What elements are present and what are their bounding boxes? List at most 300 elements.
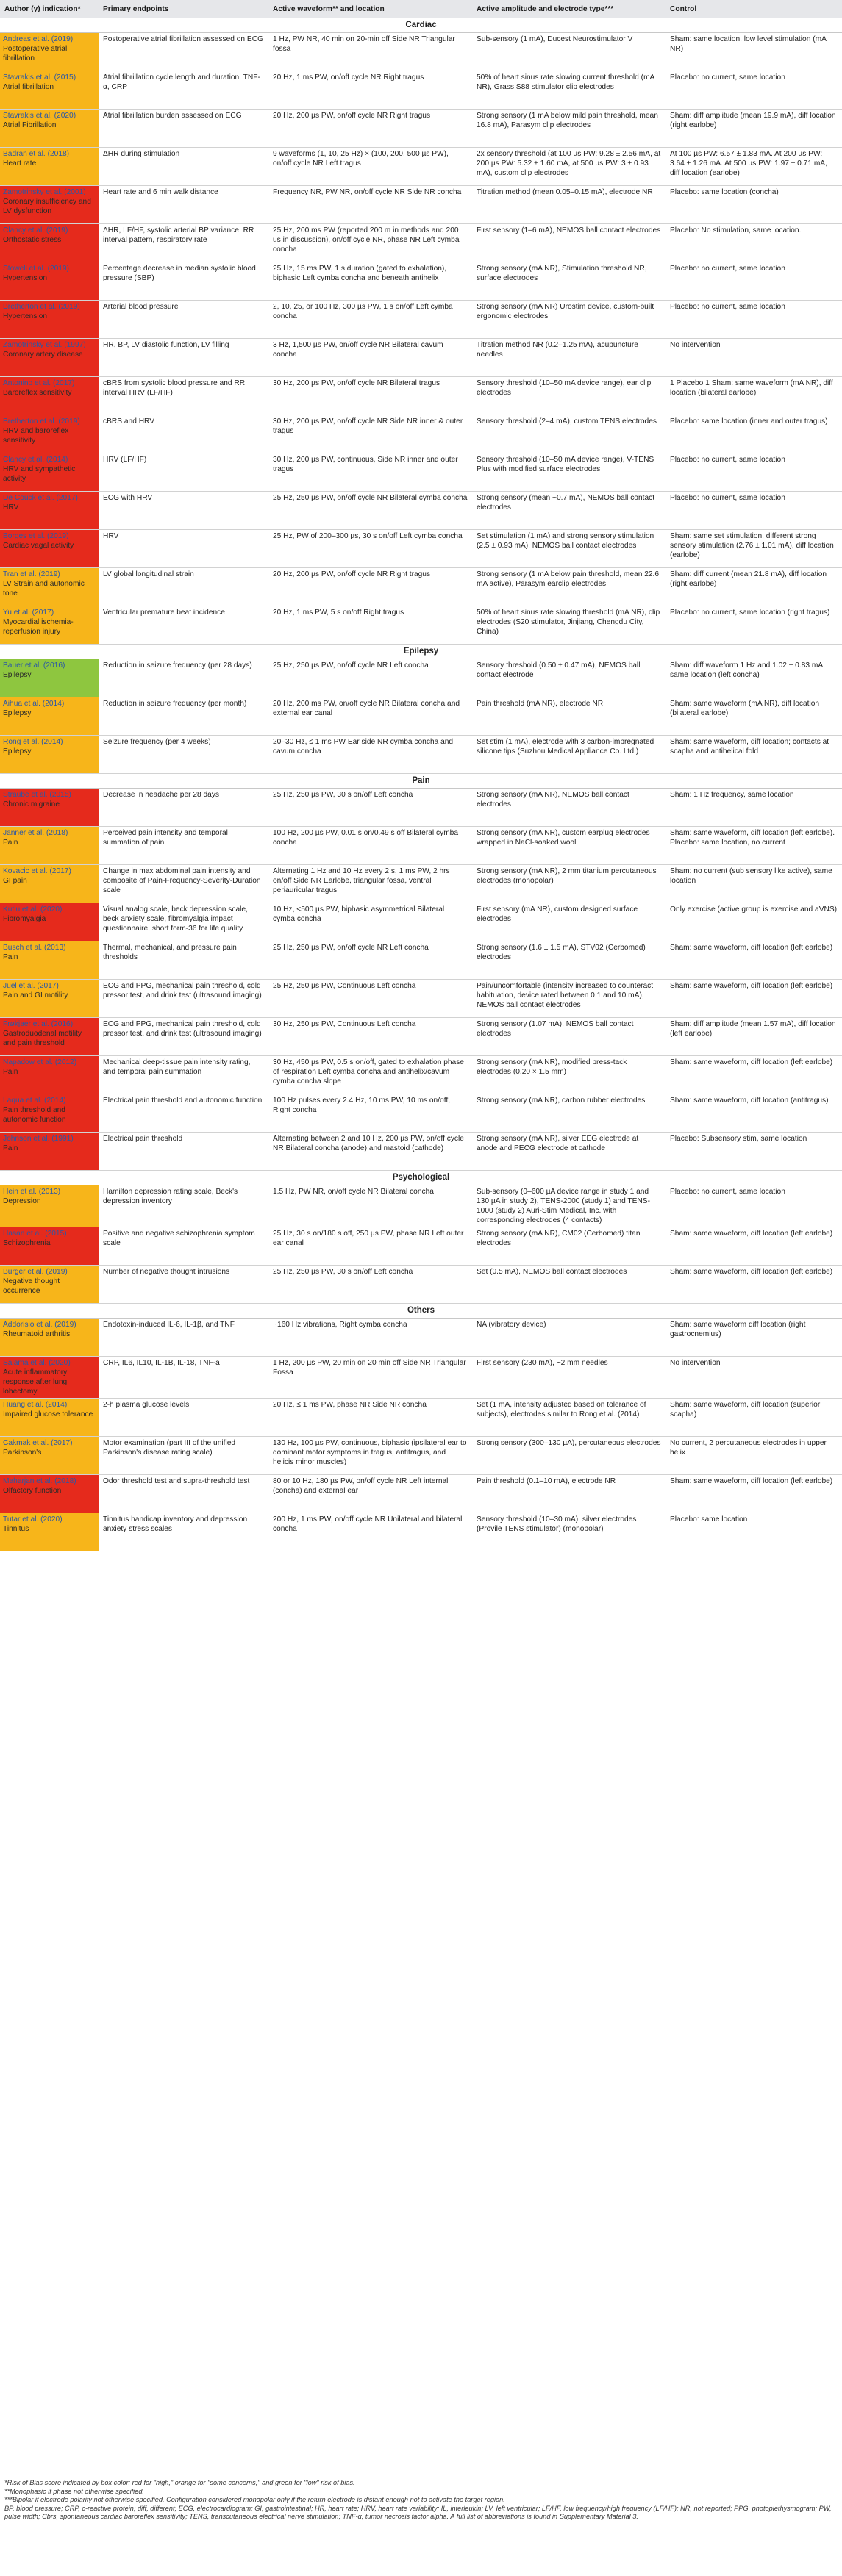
indication: Pain	[3, 953, 18, 961]
control-cell: Placebo: no current, same location	[666, 453, 842, 492]
table-row	[0, 415, 842, 453]
endpoints-cell: Odor threshold test and supra-threshold test	[99, 1475, 268, 1513]
section-header	[0, 1171, 842, 1185]
control-cell: Sham: same waveform, diff location (left earlobe)	[666, 980, 842, 1018]
citation-link[interactable]: Maharjan et al. (2018)	[3, 1477, 76, 1485]
amplitude-cell: Strong sensory (mA NR), silver EEG electrode at anode and PECG electrode at cathode	[472, 1133, 666, 1171]
endpoints-cell: Visual analog scale, beck depression scale, beck anxiety scale, fibromyalgia impact questionnaire, short form-36 for life quality	[99, 903, 268, 941]
amplitude-cell: Pain/uncomfortable (intensity increased to counteract habituation, device rated between 0.1 and 10 mA), NEMOS ball contact electrodes	[472, 980, 666, 1018]
control-cell: Sham: diff current (mean 21.8 mA), diff location (right earlobe)	[666, 568, 842, 606]
citation-link[interactable]: Napadow et al. (2012)	[3, 1058, 77, 1066]
table-row	[0, 903, 842, 941]
citation-link[interactable]: Juel et al. (2017)	[3, 982, 59, 990]
control-cell: Placebo: Subsensory stim, same location	[666, 1133, 842, 1171]
citation-link[interactable]: Bretherton et al. (2019)	[3, 303, 80, 311]
waveform-cell: 25 Hz, 250 µs PW, on/off cycle NR Bilateral cymba concha	[268, 492, 472, 530]
table-row	[0, 1266, 842, 1304]
table-row	[0, 492, 842, 530]
amplitude-cell: Set stimulation (1 mA) and strong sensory stimulation (2.5 ± 0.93 mA), NEMOS ball contact electrodes	[472, 530, 666, 568]
indication: Orthostatic stress	[3, 236, 62, 244]
amplitude-cell: Sensory threshold (10–50 mA device range), V-TENS Plus with modified surface electrodes	[472, 453, 666, 492]
amplitude-cell: Pain threshold (0.1–10 mA), electrode NR	[472, 1475, 666, 1513]
endpoints-cell: Ventricular premature beat incidence	[99, 606, 268, 645]
control-cell: Sham: same waveform, diff location (left earlobe)	[666, 941, 842, 980]
waveform-cell: 25 Hz, 250 µs PW, 30 s on/off Left concha	[268, 789, 472, 827]
citation-link[interactable]: Bretherton et al. (2019)	[3, 417, 80, 426]
indication: Negative thought occurrence	[3, 1277, 60, 1295]
section-title: Psychological	[0, 1171, 842, 1185]
citation-link[interactable]: Rong et al. (2014)	[3, 738, 63, 746]
control-cell: Sham: same waveform, diff location (left earlobe)	[666, 1266, 842, 1304]
endpoints-cell: LV global longitudinal strain	[99, 568, 268, 606]
citation-link[interactable]: Frøkjaer et al. (2016)	[3, 1020, 74, 1028]
author-cell	[0, 33, 99, 71]
author-cell	[0, 415, 99, 453]
header-waveform: Active waveform** and location	[268, 0, 472, 18]
control-cell: Placebo: no current, same location	[666, 71, 842, 110]
citation-link[interactable]: Kutlu et al. (2020)	[3, 905, 63, 914]
indication: Rheumatoid arthritis	[3, 1330, 71, 1338]
footnote: BP, blood pressure; CRP, c-reactive protein; diff, different; ECG, electrocardiogram; GI, gastrointestinal; HR, heart rate; HRV, heart rate variability; IL, interleukin; LV, left ventricular; LF/HF, low frequency/high frequency (LF/HF); NR, not reported; PPG, photoplethysmogram; PW, pulse width; Cbrs, spontaneous cardiac baroreflex sensitivity; TENS, transcutaneous electrical nerve stimulation; TNF-α, tumor necrosis factor alpha. A full list of abbreviations is found in Supplementary Material 3.	[4, 2504, 832, 2521]
control-cell: Sham: same set stimulation, different strong sensory stimulation (2.76 ± 1.01 mA), diff location (earlobe)	[666, 530, 842, 568]
amplitude-cell: Sub-sensory (0–600 µA device range in study 1 and 130 µA in study 2), TENS-2000 (study 1) and TENS-1000 (study 2) Auri-Stim Medical, Inc. with corresponding electrodes (4 contacts)	[472, 1185, 666, 1227]
table-row	[0, 1357, 842, 1399]
author-cell	[0, 697, 99, 736]
author-cell	[0, 568, 99, 606]
endpoints-cell: ECG with HRV	[99, 492, 268, 530]
indication: Tinnitus	[3, 1525, 29, 1533]
author-cell	[0, 789, 99, 827]
endpoints-cell: Postoperative atrial fibrillation assessed on ECG	[99, 33, 268, 71]
indication: Pain and GI motility	[3, 991, 68, 1000]
endpoints-cell: Mechanical deep-tissue pain intensity rating, and temporal pain summation	[99, 1056, 268, 1094]
table-row	[0, 568, 842, 606]
amplitude-cell: Strong sensory (mA NR), 2 mm titanium percutaneous electrodes (monopolar)	[472, 865, 666, 903]
author-cell	[0, 262, 99, 301]
table-row	[0, 1227, 842, 1266]
author-cell	[0, 339, 99, 377]
control-cell: Sham: diff amplitude (mean 1.57 mA), diff location (left earlobe)	[666, 1018, 842, 1056]
amplitude-cell: Titration method NR (0.2–1.25 mA), acupuncture needles	[472, 339, 666, 377]
citation-link[interactable]: Antonino et al. (2017)	[3, 379, 75, 387]
author-cell	[0, 492, 99, 530]
endpoints-cell: ΔHR, LF/HF, systolic arterial BP variance, RR interval pattern, respiratory rate	[99, 224, 268, 262]
control-cell: Placebo: no current, same location	[666, 301, 842, 339]
citation-link[interactable]: Aihua et al. (2014)	[3, 700, 65, 708]
control-cell: No intervention	[666, 1357, 842, 1399]
endpoints-cell: Motor examination (part III of the unified Parkinson's disease rating scale)	[99, 1437, 268, 1475]
control-cell: Placebo: same location	[666, 1513, 842, 1551]
author-cell	[0, 736, 99, 774]
endpoints-cell: 2-h plasma glucose levels	[99, 1399, 268, 1437]
waveform-cell: 20 Hz, 200 µs PW, on/off cycle NR Right tragus	[268, 110, 472, 148]
endpoints-cell: Arterial blood pressure	[99, 301, 268, 339]
amplitude-cell: Set (0.5 mA), NEMOS ball contact electrodes	[472, 1266, 666, 1304]
amplitude-cell: Sensory threshold (0.50 ± 0.47 mA), NEMOS ball contact electrode	[472, 659, 666, 697]
waveform-cell: Alternating between 2 and 10 Hz, 200 µs PW, on/off cycle NR Bilateral concha (anode) and mastoid (cathode)	[268, 1133, 472, 1171]
indication: Parkinson's	[3, 1449, 42, 1457]
indication: Coronary artery disease	[3, 351, 83, 359]
indication: LV Strain and autonomic tone	[3, 580, 85, 598]
endpoints-cell: Heart rate and 6 min walk distance	[99, 186, 268, 224]
citation-link[interactable]: Hein et al. (2013)	[3, 1188, 61, 1196]
endpoints-cell: Positive and negative schizophrenia symptom scale	[99, 1227, 268, 1266]
author-cell	[0, 110, 99, 148]
waveform-cell: 20 Hz, 1 ms PW, on/off cycle NR Right tragus	[268, 71, 472, 110]
indication: Atrial Fibrillation	[3, 121, 57, 129]
header-author: Author (y) indication*	[0, 0, 99, 18]
control-cell: Sham: no current (sub sensory like active), same location	[666, 865, 842, 903]
table-row	[0, 339, 842, 377]
control-cell: Sham: same waveform, diff location (left earlobe). Placebo: same location, no current	[666, 827, 842, 865]
control-cell: Placebo: No stimulation, same location.	[666, 224, 842, 262]
amplitude-cell: Strong sensory (mA NR), Stimulation threshold NR, surface electrodes	[472, 262, 666, 301]
amplitude-cell: 50% of heart sinus rate slowing current threshold (mA NR), Grass S88 stimulator clip electrodes	[472, 71, 666, 110]
control-cell: Sham: same waveform, diff location (left earlobe)	[666, 1475, 842, 1513]
indication: Epilepsy	[3, 709, 32, 717]
waveform-cell: 20–30 Hz, ≤ 1 ms PW Ear side NR cymba concha and cavum concha	[268, 736, 472, 774]
endpoints-cell: Decrease in headache per 28 days	[99, 789, 268, 827]
amplitude-cell: 50% of heart sinus rate slowing threshold (mA NR), clip electrodes (S20 stimulator, Jinjiang, Chengdu City, China)	[472, 606, 666, 645]
amplitude-cell: Sensory threshold (10–30 mA), silver electrodes (Provile TENS stimulator) (monopolar)	[472, 1513, 666, 1551]
table-row	[0, 1475, 842, 1513]
table-row	[0, 1185, 842, 1227]
endpoints-cell: Number of negative thought intrusions	[99, 1266, 268, 1304]
amplitude-cell: Pain threshold (mA NR), electrode NR	[472, 697, 666, 736]
endpoints-cell: Percentage decrease in median systolic blood pressure (SBP)	[99, 262, 268, 301]
citation-link[interactable]: Badran et al. (2018)	[3, 150, 70, 158]
indication: Pain threshold and autonomic function	[3, 1106, 66, 1124]
author-cell	[0, 1475, 99, 1513]
control-cell: Sham: diff amplitude (mean 19.9 mA), diff location (right earlobe)	[666, 110, 842, 148]
waveform-cell: 20 Hz, 200 ms PW, on/off cycle NR Bilateral concha and external ear canal	[268, 697, 472, 736]
waveform-cell: 25 Hz, 200 ms PW (reported 200 m in methods and 200 us in discussion), on/off cycle NR, phase NR Left cymba concha	[268, 224, 472, 262]
section-header	[0, 645, 842, 659]
citation-link[interactable]: Tran et al. (2019)	[3, 570, 60, 578]
author-cell	[0, 1399, 99, 1437]
amplitude-cell: Strong sensory (1.07 mA), NEMOS ball contact electrodes	[472, 1018, 666, 1056]
header-endpoints: Primary endpoints	[99, 0, 268, 18]
table-row	[0, 697, 842, 736]
control-cell: Only exercise (active group is exercise and aVNS)	[666, 903, 842, 941]
amplitude-cell: Strong sensory (mA NR), custom earplug electrodes wrapped in NaCl-soaked wool	[472, 827, 666, 865]
indication: HRV and baroreflex sensitivity	[3, 427, 69, 445]
amplitude-cell: Strong sensory (mA NR), NEMOS ball contact electrodes	[472, 789, 666, 827]
control-cell: Placebo: no current, same location	[666, 492, 842, 530]
citation-link[interactable]: Zamotrinsky et al. (2001)	[3, 188, 86, 196]
endpoints-cell: Thermal, mechanical, and pressure pain thresholds	[99, 941, 268, 980]
table-row	[0, 1056, 842, 1094]
table-row	[0, 736, 842, 774]
control-cell: Placebo: same location (inner and outer tragus)	[666, 415, 842, 453]
citation-link[interactable]: Busch et al. (2013)	[3, 944, 66, 952]
endpoints-cell: Atrial fibrillation cycle length and duration, TNF-α, CRP	[99, 71, 268, 110]
waveform-cell: 25 Hz, 250 µs PW, 30 s on/off Left concha	[268, 1266, 472, 1304]
endpoints-cell: Perceived pain intensity and temporal summation of pain	[99, 827, 268, 865]
endpoints-cell: CRP, IL6, IL10, IL-1B, IL-18, TNF-a	[99, 1357, 268, 1399]
endpoints-cell: HR, BP, LV diastolic function, LV filling	[99, 339, 268, 377]
author-cell	[0, 941, 99, 980]
waveform-cell: ~160 Hz vibrations, Right cymba concha	[268, 1319, 472, 1357]
endpoints-cell: Reduction in seizure frequency (per 28 days)	[99, 659, 268, 697]
table-body	[0, 18, 842, 1551]
control-cell: Sham: same waveform, diff location; contacts at scapha and antihelical fold	[666, 736, 842, 774]
table-row	[0, 1094, 842, 1133]
table-row	[0, 1133, 842, 1171]
citation-link[interactable]: Hasan et al. (2015)	[3, 1230, 67, 1238]
indication: Postoperative atrial fibrillation	[3, 45, 68, 62]
endpoints-cell: Seizure frequency (per 4 weeks)	[99, 736, 268, 774]
author-cell	[0, 606, 99, 645]
control-cell: Sham: 1 Hz frequency, same location	[666, 789, 842, 827]
citation-link[interactable]: Huang et al. (2014)	[3, 1401, 68, 1409]
citation-link[interactable]: Clancy et al. (2014)	[3, 456, 68, 464]
control-cell: At 100 µs PW: 6.57 ± 1.83 mA. At 200 µs PW: 3.64 ± 1.26 mA. At 500 µs PW: 1.97 ± 0.71 mA, diff location (earlobe)	[666, 148, 842, 186]
amplitude-cell: Strong sensory (1 mA below pain threshold, mean 22.6 mA active), Parasym earclip electrodes	[472, 568, 666, 606]
footnote: ***Bipolar if electrode polarity not otherwise specified. Configuration considered monopolar only if the return electrode is distant enough not to activate the target region.	[4, 2496, 505, 2504]
endpoints-cell: HRV	[99, 530, 268, 568]
table-row	[0, 1399, 842, 1437]
citation-link[interactable]: Zamotrinsky et al. (1997)	[3, 341, 86, 349]
indication: HRV and sympathetic activity	[3, 465, 76, 483]
waveform-cell: 25 Hz, 15 ms PW, 1 s duration (gated to exhalation), biphasic Left cymba concha and beneath antihelix	[268, 262, 472, 301]
waveform-cell: Alternating 1 Hz and 10 Hz every 2 s, 1 ms PW, 2 hrs on/off Side NR Earlobe, triangular fossa, ventral periauricular tragus	[268, 865, 472, 903]
table-row	[0, 606, 842, 645]
indication: Fibromyalgia	[3, 915, 46, 923]
indication: Cardiac vagal activity	[3, 542, 74, 550]
control-cell: 1 Placebo 1 Sham: same waveform (mA NR), diff location (bilateral earlobe)	[666, 377, 842, 415]
amplitude-cell: Strong sensory (mean ~0.7 mA), NEMOS ball contact electrodes	[472, 492, 666, 530]
waveform-cell: 100 Hz pulses every 2.4 Hz, 10 ms PW, 10 ms on/off, Right concha	[268, 1094, 472, 1133]
citation-link[interactable]: Laqua et al. (2014)	[3, 1097, 66, 1105]
waveform-cell: 10 Hz, <500 µs PW, biphasic asymmetrical Bilateral cymba concha	[268, 903, 472, 941]
indication: Gastroduodenal motility and pain threshold	[3, 1030, 82, 1047]
indication: GI pain	[3, 877, 27, 885]
waveform-cell: 25 Hz, 250 µs PW, on/off cycle NR Left concha	[268, 941, 472, 980]
waveform-cell: 25 Hz, 30 s on/180 s off, 250 µs PW, phase NR Left outer ear canal	[268, 1227, 472, 1266]
waveform-cell: 20 Hz, ≤ 1 ms PW, phase NR Side NR concha	[268, 1399, 472, 1437]
table-row	[0, 827, 842, 865]
control-cell: Sham: same waveform diff location (right gastrocnemius)	[666, 1319, 842, 1357]
waveform-cell: 80 or 10 Hz, 180 µs PW, on/off cycle NR Left internal (concha) and external ear	[268, 1475, 472, 1513]
amplitude-cell: Strong sensory (mA NR) Urostim device, custom-built ergonomic electrodes	[472, 301, 666, 339]
citation-link[interactable]: Cakmak et al. (2017)	[3, 1439, 73, 1447]
footnote: **Monophasic if phase not otherwise specified.	[4, 2487, 144, 2495]
header-control: Control	[666, 0, 842, 18]
endpoints-cell: Endotoxin-induced IL-6, IL-1β, and TNF	[99, 1319, 268, 1357]
table-row	[0, 1319, 842, 1357]
waveform-cell: Frequency NR, PW NR, on/off cycle NR Side NR concha	[268, 186, 472, 224]
amplitude-cell: First sensory (mA NR), custom designed surface electrodes	[472, 903, 666, 941]
section-header	[0, 1304, 842, 1319]
author-cell	[0, 1266, 99, 1304]
table-row	[0, 33, 842, 71]
citation-link[interactable]: Clancy et al. (2019)	[3, 226, 68, 234]
endpoints-cell: Tinnitus handicap inventory and depression anxiety stress scales	[99, 1513, 268, 1551]
table-row	[0, 941, 842, 980]
control-cell: Sham: same waveform (mA NR), diff location (bilateral earlobe)	[666, 697, 842, 736]
indication: Impaired glucose tolerance	[3, 1410, 93, 1418]
indication: HRV	[3, 503, 19, 512]
indication: Atrial fibrillation	[3, 83, 54, 91]
author-cell	[0, 1094, 99, 1133]
citation-link[interactable]: Yu et al. (2017)	[3, 609, 54, 617]
author-cell	[0, 1018, 99, 1056]
table-row	[0, 453, 842, 492]
table-row	[0, 865, 842, 903]
waveform-cell: 25 Hz, 250 µs PW, Continuous Left concha	[268, 980, 472, 1018]
table-row	[0, 1437, 842, 1475]
waveform-cell: 30 Hz, 200 µs PW, on/off cycle NR Side NR inner & outer tragus	[268, 415, 472, 453]
endpoints-cell: Hamilton depression rating scale, Beck's depression inventory	[99, 1185, 268, 1227]
author-cell	[0, 453, 99, 492]
control-cell: Sham: same location, low level stimulation (mA NR)	[666, 33, 842, 71]
author-cell	[0, 1227, 99, 1266]
author-cell	[0, 980, 99, 1018]
table-row	[0, 1513, 842, 1551]
table-row	[0, 71, 842, 110]
footnotes	[4, 2479, 835, 2522]
section-header	[0, 18, 842, 33]
indication: Olfactory function	[3, 1487, 62, 1495]
section-title: Epilepsy	[0, 645, 842, 659]
citation-link[interactable]: Kovacic et al. (2017)	[3, 867, 71, 875]
amplitude-cell: Set stim (1 mA), electrode with 3 carbon-impregnated silicone tips (Suzhou Medical Appliance Co. Ltd.)	[472, 736, 666, 774]
citation-link[interactable]: Burger et al. (2019)	[3, 1268, 68, 1276]
amplitude-cell: Sensory threshold (2–4 mA), custom TENS electrodes	[472, 415, 666, 453]
table-row	[0, 224, 842, 262]
author-cell	[0, 1513, 99, 1551]
citation-link[interactable]: Stavrakis et al. (2015)	[3, 73, 76, 82]
indication: Epilepsy	[3, 747, 32, 756]
amplitude-cell: Strong sensory (1 mA below mild pain threshold, mean 16.8 mA), Parasym clip electrodes	[472, 110, 666, 148]
author-cell	[0, 827, 99, 865]
indication: Coronary insufficiency and LV dysfunction	[3, 198, 91, 215]
waveform-cell: 130 Hz, 100 µs PW, continuous, biphasic (ipsilateral ear to dominant motor symptoms in tragus, antitragus, and helicis minor muscles)	[268, 1437, 472, 1475]
waveform-cell: 30 Hz, 200 µs PW, on/off cycle NR Bilateral tragus	[268, 377, 472, 415]
section-title: Others	[0, 1304, 842, 1319]
endpoints-cell: Electrical pain threshold and autonomic function	[99, 1094, 268, 1133]
waveform-cell: 200 Hz, 1 ms PW, on/off cycle NR Unilateral and bilateral concha	[268, 1513, 472, 1551]
control-cell: Placebo: same location (concha)	[666, 186, 842, 224]
citation-link[interactable]: Johnson et al. (1991)	[3, 1135, 74, 1143]
waveform-cell: 30 Hz, 200 µs PW, continuous, Side NR inner and outer tragus	[268, 453, 472, 492]
indication: Baroreflex sensitivity	[3, 389, 72, 397]
author-cell	[0, 71, 99, 110]
citation-link[interactable]: Addorisio et al. (2019)	[3, 1321, 76, 1329]
author-cell	[0, 148, 99, 186]
waveform-cell: 25 Hz, 250 µs PW, on/off cycle NR Left concha	[268, 659, 472, 697]
citation-link[interactable]: Bauer et al. (2016)	[3, 661, 65, 670]
table-row	[0, 262, 842, 301]
waveform-cell: 1 Hz, PW NR, 40 min on 20-min off Side NR Triangular fossa	[268, 33, 472, 71]
amplitude-cell: NA (vibratory device)	[472, 1319, 666, 1357]
author-cell	[0, 903, 99, 941]
waveform-cell: 30 Hz, 450 µs PW, 0.5 s on/off, gated to exhalation phase of respiration Left cymba concha and antihelix/cavum cymba concha slope	[268, 1056, 472, 1094]
amplitude-cell: 2x sensory threshold (at 100 µs PW: 9.28 ± 2.56 mA, at 200 µs PW: 5.32 ± 1.60 mA, at 500 µs PW: 3 ± 0.93 mA), custom clip electrodes	[472, 148, 666, 186]
control-cell: Sham: same waveform, diff location (antitragus)	[666, 1094, 842, 1133]
table-row	[0, 659, 842, 697]
amplitude-cell: Sub-sensory (1 mA), Ducest Neurostimulator V	[472, 33, 666, 71]
table-row	[0, 789, 842, 827]
table-row	[0, 1018, 842, 1056]
indication: Depression	[3, 1197, 41, 1205]
author-cell	[0, 1357, 99, 1399]
waveform-cell: 30 Hz, 250 µs PW, Continuous Left concha	[268, 1018, 472, 1056]
amplitude-cell: Strong sensory (300–130 µA), percutaneous electrodes	[472, 1437, 666, 1475]
table-row	[0, 110, 842, 148]
citation-link[interactable]: Straube et al. (2015)	[3, 791, 71, 799]
waveform-cell: 9 waveforms (1, 10, 25 Hz) × (100, 200, 500 µs PW), on/off cycle NR Left tragus	[268, 148, 472, 186]
indication: Pain	[3, 839, 18, 847]
citation-link[interactable]: Salama et al. (2020)	[3, 1359, 71, 1367]
author-cell	[0, 1185, 99, 1227]
author-cell	[0, 224, 99, 262]
author-cell	[0, 186, 99, 224]
indication: Acute inflammatory response after lung lobectomy	[3, 1368, 68, 1396]
endpoints-cell: cBRS from systolic blood pressure and RR interval HRV (LF/HF)	[99, 377, 268, 415]
amplitude-cell: First sensory (230 mA), ~2 mm needles	[472, 1357, 666, 1399]
waveform-cell: 20 Hz, 1 ms PW, 5 s on/off Right tragus	[268, 606, 472, 645]
citation-link[interactable]: De Couck et al. (2017)	[3, 494, 78, 502]
section-title: Pain	[0, 774, 842, 789]
citation-link[interactable]: Stavrakis et al. (2020)	[3, 112, 76, 120]
control-cell: No current, 2 percutaneous electrodes in upper helix	[666, 1437, 842, 1475]
table-row	[0, 530, 842, 568]
author-cell	[0, 1133, 99, 1171]
amplitude-cell: Set (1 mA, intensity adjusted based on tolerance of subjects), electrodes similar to Rong et al. (2014)	[472, 1399, 666, 1437]
indication: Epilepsy	[3, 671, 32, 679]
table-header	[0, 0, 842, 18]
author-cell	[0, 659, 99, 697]
endpoints-cell: ECG and PPG, mechanical pain threshold, cold pressor test, and drink test (ultrasound imaging)	[99, 1018, 268, 1056]
control-cell: Sham: same waveform, diff location (left earlobe)	[666, 1227, 842, 1266]
endpoints-cell: Reduction in seizure frequency (per month)	[99, 697, 268, 736]
table-row	[0, 377, 842, 415]
waveform-cell: 1 Hz, 200 µs PW, 20 min on 20 min off Side NR Triangular Fossa	[268, 1357, 472, 1399]
table-row	[0, 148, 842, 186]
control-cell: Sham: same waveform, diff location (left earlobe)	[666, 1056, 842, 1094]
control-cell: Placebo: no current, same location	[666, 1185, 842, 1227]
citation-link[interactable]: Janner et al. (2018)	[3, 829, 68, 837]
amplitude-cell: Strong sensory (mA NR), carbon rubber electrodes	[472, 1094, 666, 1133]
waveform-cell: 20 Hz, 200 µs PW, on/off cycle NR Right tragus	[268, 568, 472, 606]
author-cell	[0, 301, 99, 339]
amplitude-cell: First sensory (1–6 mA), NEMOS ball contact electrodes	[472, 224, 666, 262]
citation-link[interactable]: Stowell et al. (2019)	[3, 265, 70, 273]
control-cell: Sham: same waveform, diff location (superior scapha)	[666, 1399, 842, 1437]
citation-link[interactable]: Borges et al. (2019)	[3, 532, 69, 540]
table-row	[0, 186, 842, 224]
indication: Myocardial ischemia-reperfusion injury	[3, 618, 74, 636]
endpoints-cell: ECG and PPG, mechanical pain threshold, cold pressor test, and drink test (ultrasound imaging)	[99, 980, 268, 1018]
indication: Schizophrenia	[3, 1239, 51, 1247]
table-row	[0, 980, 842, 1018]
waveform-cell: 100 Hz, 200 µs PW, 0.01 s on/0.49 s off Bilateral cymba concha	[268, 827, 472, 865]
author-cell	[0, 530, 99, 568]
citation-link[interactable]: Andreas et al. (2019)	[3, 35, 74, 43]
table-row	[0, 301, 842, 339]
citation-link[interactable]: Tutar et al. (2020)	[3, 1515, 63, 1524]
control-cell: No intervention	[666, 339, 842, 377]
endpoints-cell: HRV (LF/HF)	[99, 453, 268, 492]
control-cell: Sham: diff waveform 1 Hz and 1.02 ± 0.83 mA, same location (left concha)	[666, 659, 842, 697]
control-cell: Placebo: no current, same location	[666, 262, 842, 301]
amplitude-cell: Strong sensory (mA NR), CM02 (Cerbomed) titan electrodes	[472, 1227, 666, 1266]
indication: Pain	[3, 1068, 18, 1076]
endpoints-cell: ΔHR during stimulation	[99, 148, 268, 186]
indication: Pain	[3, 1144, 18, 1152]
